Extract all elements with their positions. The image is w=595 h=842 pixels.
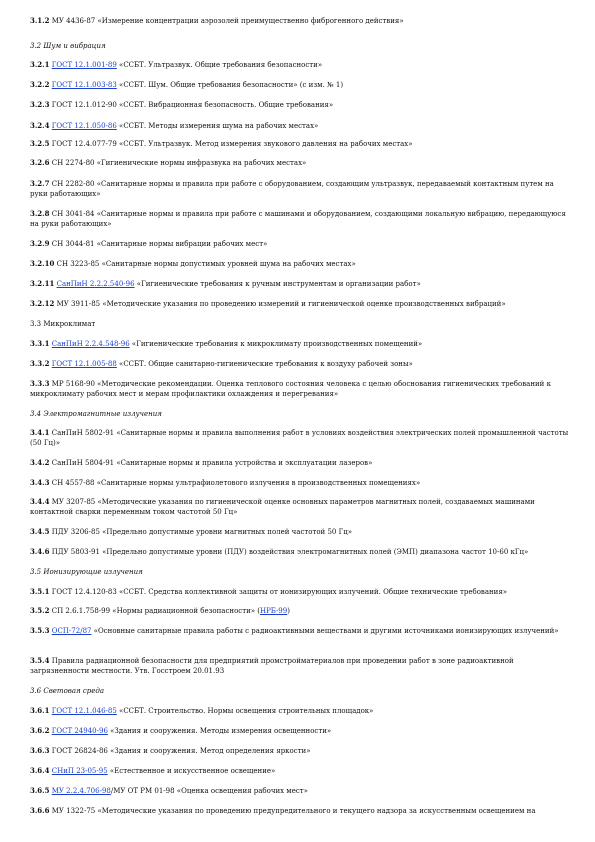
list-item: 3.5.4 Правила радиационной безопасности для предприятий промстройматериалов при проведении работ в зоне радиоактивной загрязненности местности. Утв. Госстроем 20.01.93	[30, 656, 514, 675]
section-heading: 3.5 Ионизирующие излучения	[30, 568, 143, 576]
list-item: 3.6.1 ГОСТ 12.1.046-85 «ССБТ. Строительство. Нормы освещения строительных площадок»	[30, 706, 374, 715]
list-item: 3.4.6 ПДУ 5803-91 «Предельно допустимые уровни (ПДУ) воздействия электромагнитных полей (ЭМП) диапазона частот 10-60 кГц»	[30, 547, 529, 556]
standard-link[interactable]: СанПиН 2.2.2.540-96	[56, 280, 135, 288]
section-heading: 3.4 Электромагнитные излучения	[30, 410, 162, 418]
list-item: 3.6.6 МУ 1322-75 «Методические указания по проведению предупредительного и текущего надзора за искусственным освещением на	[30, 806, 536, 815]
list-item: 3.3.3 МР 5168-90 «Методические рекомендации. Оценка теплового состояния человека с целью обоснования гигиенических требований к микроклимату рабочих мест и мерам профилактики охлаждения и перегревания»	[30, 379, 551, 398]
list-item: 3.2.3 ГОСТ 12.1.012-90 «ССБТ. Вибрационная безопасность. Общие требования»	[30, 100, 334, 109]
list-item: 3.2.5 ГОСТ 12.4.077-79 «ССБТ. Ультразвук. Метод измерения звукового давления на рабочих местах»	[30, 139, 413, 148]
standard-link[interactable]: ГОСТ 24940-96	[51, 727, 108, 735]
list-item: 3.2.1 ГОСТ 12.1.001-89 «ССБТ. Ультразвук. Общие требования безопасности»	[30, 60, 323, 69]
list-item: 3.2.9 СН 3044-81 «Санитарные нормы вибрации рабочих мест»	[30, 239, 268, 248]
list-item: 3.2.12 МУ 3911-85 «Методические указания по проведению измерений и гигиенической оценке производственных вибраций»	[30, 299, 506, 308]
list-item: 3.4.5 ПДУ 3206-85 «Предельно допустимые уровни магнитных полей частотой 50 Гц»	[30, 527, 353, 536]
list-item: 3.4.1 СанПиН 5802-91 «Санитарные нормы и правила выполнения работ в условиях воздействия электрических полей промышленной частоты (50 Гц)»	[30, 428, 569, 447]
list-item: 3.6.4 СНиП 23-05-95 «Естественное и искусственное освещение»	[30, 766, 276, 775]
standard-link[interactable]: ГОСТ 12.1.003-83	[51, 81, 117, 89]
standard-link[interactable]: ГОСТ 12.1.001-89	[51, 61, 117, 69]
list-item: 3.2.8 СН 3041-84 «Санитарные нормы и правила при работе с машинами и оборудованием, создающими локальную вибрацию, передающуюся на руки работающих»	[30, 209, 566, 228]
standard-link[interactable]: ГОСТ 12.1.046-85	[51, 707, 117, 715]
standard-link[interactable]: ГОСТ 12.1.050-86	[51, 122, 117, 130]
list-item: 3.5.2 СП 2.6.1.758-99 «Нормы радиационной безопасности» (НРБ-99)	[30, 606, 290, 615]
section-heading: 3.3 Микроклимат	[30, 320, 96, 328]
list-item: 3.5.3 ОСП-72/87 «Основные санитарные правила работы с радиоактивными веществами и другими источниками ионизирующих излучений»	[30, 626, 559, 635]
list-item: 3.2.2 ГОСТ 12.1.003-83 «ССБТ. Шум. Общие требования безопасности» (с изм. № 1)	[30, 80, 344, 89]
list-item: 3.1.2 МУ 4436-87 «Измерение концентрации аэрозолей преимущественно фиброгенного действия»	[30, 16, 404, 25]
list-item: 3.3.1 СанПиН 2.2.4.548-96 «Гигиенические требования к микроклимату производственных помещений»	[30, 339, 423, 348]
standard-link[interactable]: НРБ-99	[259, 607, 288, 615]
standard-link[interactable]: ГОСТ 12.1.005-88	[51, 360, 117, 368]
list-item: 3.2.6 СН 2274-80 «Гигиенические нормы инфразвука на рабочих местах»	[30, 158, 307, 167]
list-item: 3.2.10 СН 3223-85 «Санитарные нормы допустимых уровней шума на рабочих местах»	[30, 259, 356, 268]
list-item: 3.2.4 ГОСТ 12.1.050-86 «ССБТ. Методы измерения шума на рабочих местах»	[30, 121, 319, 130]
list-item: 3.5.1 ГОСТ 12.4.120-83 «ССБТ. Средства коллективной защиты от ионизирующих излучений. Общие технические требования»	[30, 587, 508, 596]
section-heading: 3.6 Световая среда	[30, 687, 105, 695]
list-item: 3.6.5 МУ 2.2.4.706-98/МУ ОТ РМ 01-98 «Оценка освещения рабочих мест»	[30, 786, 308, 795]
standard-link[interactable]: ОСП-72/87	[51, 627, 92, 635]
list-item: 3.6.2 ГОСТ 24940-96 «Здания и сооружения. Методы измерения освещенности»	[30, 726, 332, 735]
list-item: 3.4.4 МУ 3207-85 «Методические указания по гигиенической оценке основных параметров магнитных полей, создаваемых машинами контактной сварки переменным током частотой 50 Гц»	[30, 497, 535, 516]
section-heading: 3.2 Шум и вибрация	[30, 42, 106, 50]
list-item: 3.2.7 СН 2282-80 «Санитарные нормы и правила при работе с оборудованием, создающим ультразвук, передаваемый контактным путем на руки работающих»	[30, 179, 554, 198]
list-item: 3.2.11 СанПиН 2.2.2.540-96 «Гигиенические требования к ручным инструментам и организации работ»	[30, 279, 421, 288]
list-item: 3.6.3 ГОСТ 26824-86 «Здания и сооружения. Метод определения яркости»	[30, 746, 311, 755]
standard-link[interactable]: СНиП 23-05-95	[51, 767, 108, 775]
list-item: 3.4.3 СН 4557-88 «Санитарные нормы ультрафиолетового излучения в производственных помещениях»	[30, 478, 421, 487]
standard-link[interactable]: СанПиН 2.2.4.548-96	[51, 340, 130, 348]
list-item: 3.4.2 СанПиН 5804-91 «Санитарные нормы и правила устройства и эксплуатации лазеров»	[30, 458, 373, 467]
list-item: 3.3.2 ГОСТ 12.1.005-88 «ССБТ. Общие санитарно-гигиенические требования к воздуху рабочей зоны»	[30, 359, 413, 368]
standard-link[interactable]: МУ 2.2.4.706-98	[51, 787, 111, 795]
